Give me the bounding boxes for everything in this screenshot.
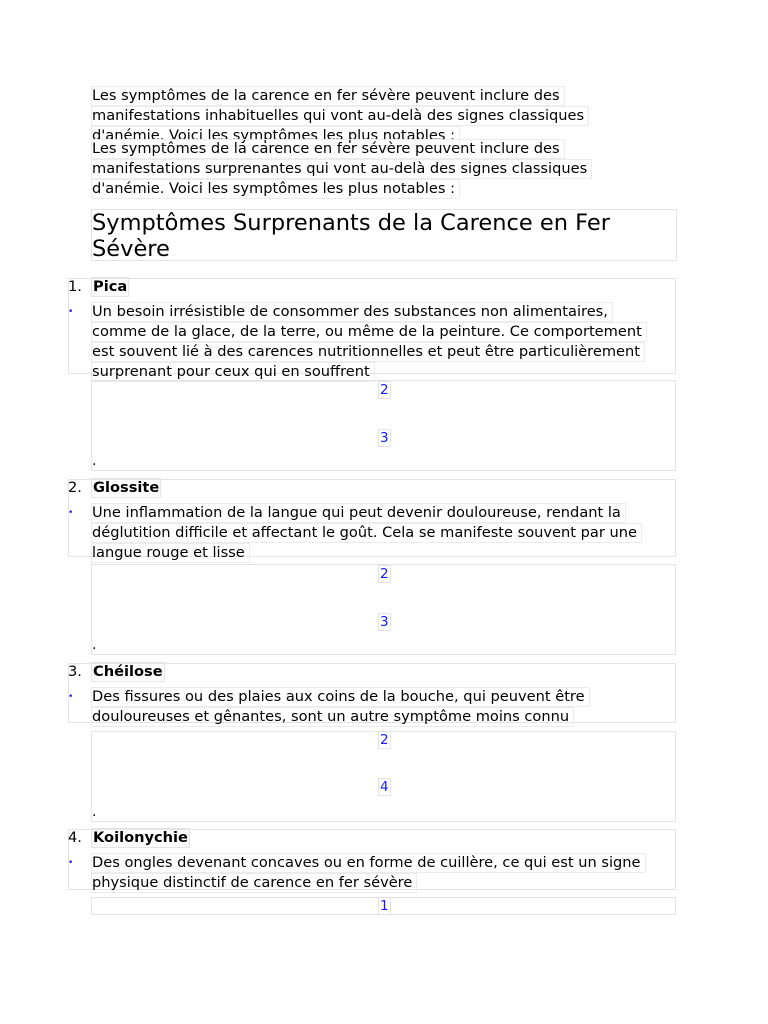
trailing-period: . (92, 453, 97, 469)
item-term: Chéilose (93, 663, 163, 680)
reference-link[interactable]: 2 (380, 732, 389, 748)
reference-link[interactable]: 2 (380, 382, 389, 398)
reference-link[interactable]: 3 (380, 614, 389, 630)
item-description (92, 687, 678, 727)
text-line: manifestations surprenantes qui vont au-delà des signes classiques (91, 159, 592, 179)
text-line: Les symptômes de la carence en fer sévère peuvent inclure des (91, 139, 565, 159)
text-line: douloureuses et gênantes, sont un autre symptôme moins connu (91, 707, 574, 727)
reference-link[interactable]: 1 (380, 898, 389, 914)
item-description (92, 503, 678, 563)
trailing-period: . (92, 804, 97, 820)
text-line: Une inflammation de la langue qui peut devenir douloureuse, rendant la (91, 503, 626, 523)
text-line: Des fissures ou des plaies aux coins de la bouche, qui peuvent être (91, 687, 590, 707)
text-line: Des ongles devenant concaves ou en forme de cuillère, ce qui est un signe (91, 853, 646, 873)
text-line: est souvent lié à des carences nutritionnelles et peut être particulièrement (91, 342, 645, 362)
bullet-icon: • (68, 307, 74, 317)
text-line: langue rouge et lisse (91, 543, 250, 563)
item-number: 3. (68, 663, 82, 680)
intro-paragraph-2 (92, 139, 678, 199)
item-term: Koilonychie (93, 829, 188, 846)
reference-link[interactable]: 2 (380, 566, 389, 582)
heading-line-2: Sévère (92, 236, 170, 262)
text-line: physique distinctif de carence en fer sévère (91, 873, 417, 893)
item-description (92, 853, 678, 893)
text-line: d'anémie. Voici les symptômes les plus notables : (91, 126, 460, 146)
text-line: comme de la glace, de la terre, ou même de la peinture. Ce comportement (91, 322, 647, 342)
item-number: 4. (68, 829, 82, 846)
text-line: manifestations inhabituelles qui vont au-delà des signes classiques (91, 106, 589, 126)
reference-link[interactable]: 4 (380, 779, 389, 795)
text-line: d'anémie. Voici les symptômes les plus notables : (91, 179, 460, 199)
bullet-icon: • (68, 692, 74, 702)
text-line: Un besoin irrésistible de consommer des substances non alimentaires, (91, 302, 613, 322)
intro-paragraph-1 (92, 86, 678, 146)
heading-line-1: Symptômes Surprenants de la Carence en Fer (92, 210, 610, 236)
trailing-period: . (92, 637, 97, 653)
item-description (92, 302, 678, 382)
item-term: Pica (93, 278, 128, 295)
bullet-icon: • (68, 858, 74, 868)
item-term: Glossite (93, 479, 160, 496)
reference-link[interactable]: 3 (380, 430, 389, 446)
section-heading (92, 210, 676, 262)
section-heading-box (91, 209, 677, 261)
item-number: 1. (68, 278, 82, 295)
text-line: Les symptômes de la carence en fer sévère peuvent inclure des (91, 86, 565, 106)
item-number: 2. (68, 479, 82, 496)
bullet-icon: • (68, 508, 74, 518)
text-line: déglutition difficile et affectant le goût. Cela se manifeste souvent par une (91, 523, 642, 543)
text-line: surprenant pour ceux qui en souffrent (91, 362, 375, 382)
